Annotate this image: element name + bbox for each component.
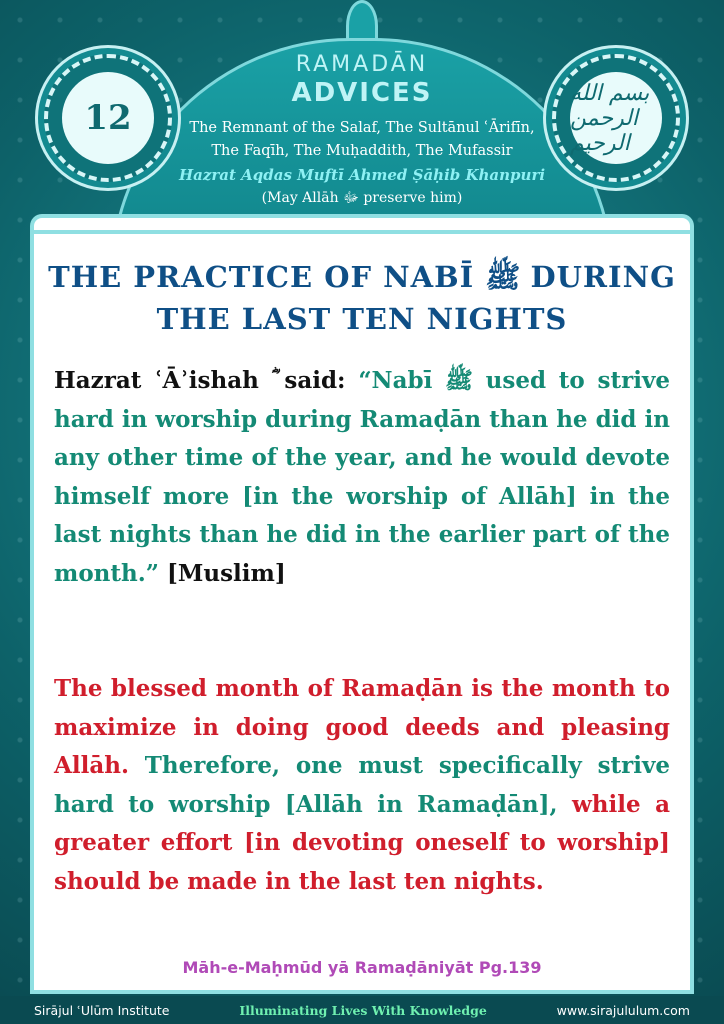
- bismillah-calligraphy: بسم الله الرحمن الرحيم: [570, 80, 650, 156]
- footer-bar: [0, 996, 724, 1024]
- source-citation: Māh-e-Maḥmūd yā Ramaḍāniyāt Pg.139: [182, 958, 542, 977]
- footer-institute: Sirājul ʿUlūm Institute: [34, 1002, 170, 1018]
- day-number: 12: [84, 98, 132, 138]
- page-title: THE PRACTICE OF NABĪ ﷺ DURING THE LAST TEN NIGHTS: [48, 260, 676, 336]
- scholar-name: Hazrat Aqdas Muftī Ahmed Ṣāḥib Khanpuri: [178, 166, 546, 184]
- series-subtitle: ADVICES: [291, 78, 433, 108]
- hadith-text: “Nabī ﷺ used to strive hard in worship during Ramaḍān than he did in any other time of the year, and he would devote himself more [in the worship of Allāh] in the last nights than he did in the earlier part of the month.”: [54, 367, 670, 587]
- series-title: RAMADĀN: [295, 52, 429, 77]
- scholar-titles-line1: The Remnant of the Salaf, The Sultānul ʿĀrifīn,: [189, 120, 535, 136]
- commentary-part3: while a greater effort [in devoting oneself to worship] should be made in the last ten nights.: [54, 790, 670, 895]
- hadith-reference: [Muslim]: [167, 559, 286, 587]
- hadith-paragraph: [54, 362, 670, 593]
- hadith-intro: Hazrat ʿĀʾishah ؓ said:: [54, 367, 359, 394]
- commentary-paragraph: [54, 670, 670, 901]
- commentary-part1: The blessed month of Ramaḍān is the month to maximize in doing good deeds and pleasing Allāh.: [54, 675, 670, 779]
- footer-website-link[interactable]: www.sirajululum.com: [556, 1002, 690, 1018]
- dua-line: (May Allāh ﷻ preserve him): [261, 190, 463, 206]
- scholar-titles-line2: The Faqīh, The Muḥaddith, The Mufassir: [211, 143, 513, 159]
- footer-tagline: Illuminating Lives With Knowledge: [239, 1002, 487, 1018]
- commentary-part2: Therefore, one must specifically strive hard to worship [Allāh in Ramaḍān],: [54, 752, 670, 818]
